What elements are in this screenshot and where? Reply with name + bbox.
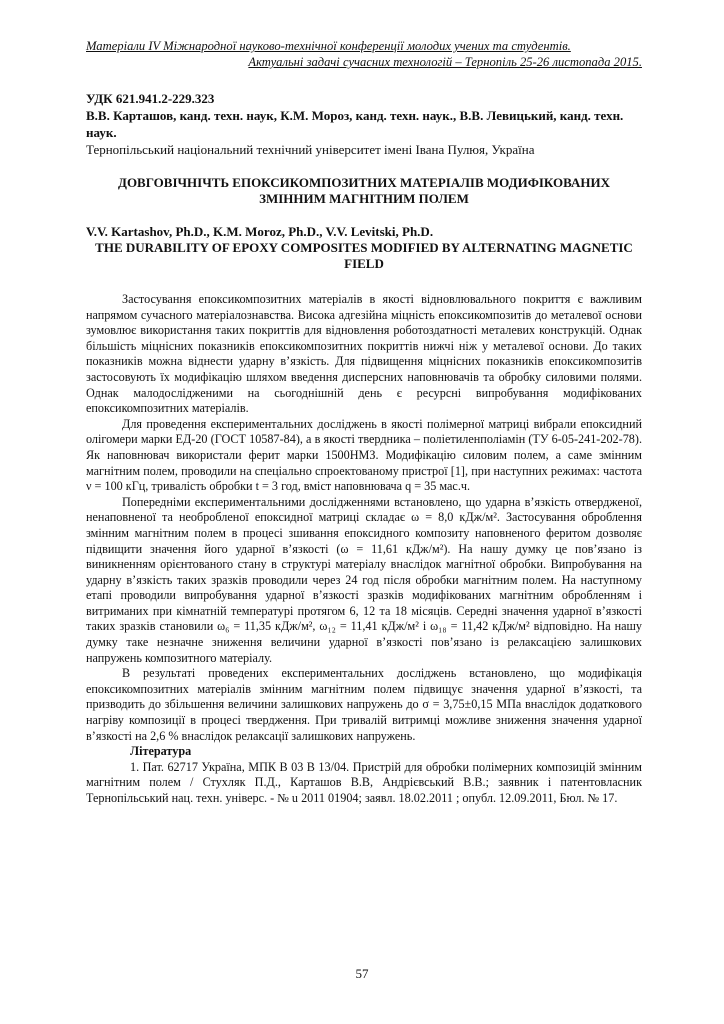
title-english: THE DURABILITY OF EPOXY COMPOSITES MODIFIED BY ALTERNATING MAGNETIC FIELD (95, 240, 633, 271)
paragraph: В результаті проведених експериментальних досліджень встановлено, що модифікація епоксикомпозитних матеріалів змінним магнітним полем підвищує значення ударної в’язкості, та призводить до збільшення величини залишкових напружень до σ = 3,75±0,15 МПа внаслідок додаткового нагріву композиції в процесі твердження. При тривалій витримці можливе зниження значення ударної в’язкості на 2,6 % внаслідок релаксації залишкових напружень. (86, 666, 642, 743)
page-number: 57 (355, 966, 369, 981)
authors-ua: В.В. Карташов, канд. техн. наук, К.М. Мороз, канд. техн. наук., В.В. Левицький, канд. техн. наук. (86, 108, 624, 140)
conference-header (86, 38, 642, 70)
article-body (86, 292, 642, 807)
document-page (86, 38, 642, 807)
title-ukrainian: ДОВГОВІЧНІЧТЬ ЕПОКСИКОМПОЗИТНИХ МАТЕРІАЛІВ МОДИФІКОВАНИХ ЗМІННИМ МАГНІТНИМ ПОЛЕМ (118, 175, 610, 206)
paragraph: Для проведення експериментальних досліджень в якості полімерної матриці вибрали епоксидний олігомери марки ЕД-20 (ГОСТ 10587-84), а в якості твердника – поліетиленполіамін (ТУ 6-05-241-202-78). Як наповнювач використали ферит марки 1500НМЗ. Модифікацію силовим полем, а саме змінним магнітним полем, проводили на спеціально спроектованому пристрої [1], при наступних режимах: частота ν = 100 кГц, тривалість обробки t = 3 год, вміст наповнювача q = 35 мас.ч. (86, 416, 642, 494)
udk-code: УДК 621.941.2-229.323 (86, 91, 215, 106)
affiliation: Тернопільський національний технічний університет імені Івана Пулюя, Україна (86, 142, 535, 157)
authors-english: V.V. Kartashov, Ph.D., K.M. Moroz, Ph.D., V.V. Levitski, Ph.D. (86, 224, 434, 239)
paragraph: Застосування епоксикомпозитних матеріалів в якості відновлювального покриття є важливим напрямом сучасного матеріалознавства. Висока адгезійна міцність епоксикомпозитів до металевої основи зумовлює використання таких покриттів для відновлення роботоздатності металевих конструкцій. Однак більшість міцнісних показників епоксикомпозитних покриттів нижчі ніж у металевої основи. До таких показників можна віднести ударну в’язкість. Для підвищення міцнісних показників епоксикомпозитів застосовують їх модифікацію шляхом введення дисперсних наповнювачів та обробку силовими полями. Однак малодослідженими на сьогоднішній день є ресурсні випробування модифікованих епоксикомпозитних матеріалів. (86, 292, 642, 416)
header-line-2: Актуальні задачі сучасних технологій – Тернопіль 25-26 листопада 2015. (248, 55, 642, 69)
reference-item: 1. Пат. 62717 Україна, МПК В 03 В 13/04. Пристрій для обробки полімерних композицій змінним магнітним полем / Стухляк П.Д., Карташов В.В, Андрієвський В.В.; заявник і патентовласник Тернопільський нац. техн. універс. - № u 2011 01904; заявл. 18.02.2011 ; опубл. 12.09.2011, Бюл. № 17. (86, 759, 642, 805)
literature-heading: Література (130, 744, 192, 759)
paragraph: Попередніми експериментальними дослідженнями встановлено, що ударна в’язкість отвердженої, ненаповненої та необробленої епоксидної матриці складає ω = 8,0 кДж/м². Застосування оброблення змінним магнітним полем в процесі зшивання епоксидного композиту наповненого феритом дозволяє підвищити значення його ударної в’язкості (ω = 11,61 кДж/м²). На нашу думку це пов’язано із виникненням орієнтованого стану в структурі матеріалу внаслідок магнітної обробки. Випробування на ударну в’язкість таких зразків проводили через 24 год після обробки магнітним полем. На наступному етапі проводили випробування ударної в’язкості зразків модифікованих магнітним обробленням і витриманих при кімнатній температурі протягом 6, 12 та 18 місяців. Середні значення ударної в’язкості таких зразків становили ω₆ = 11,35 кДж/м², ω₁₂ = 11,41 кДж/м² і ω₁₈ = 11,42 кДж/м² відповідно. На нашу думку таке незначне зниження величини ударної в’язкості пов’язано із релаксацією залишкових напружень композитного матеріалу. (86, 494, 642, 665)
header-line-1: Матеріали IV Міжнародної науково-технічної конференції молодих учених та студентів. (86, 39, 571, 53)
